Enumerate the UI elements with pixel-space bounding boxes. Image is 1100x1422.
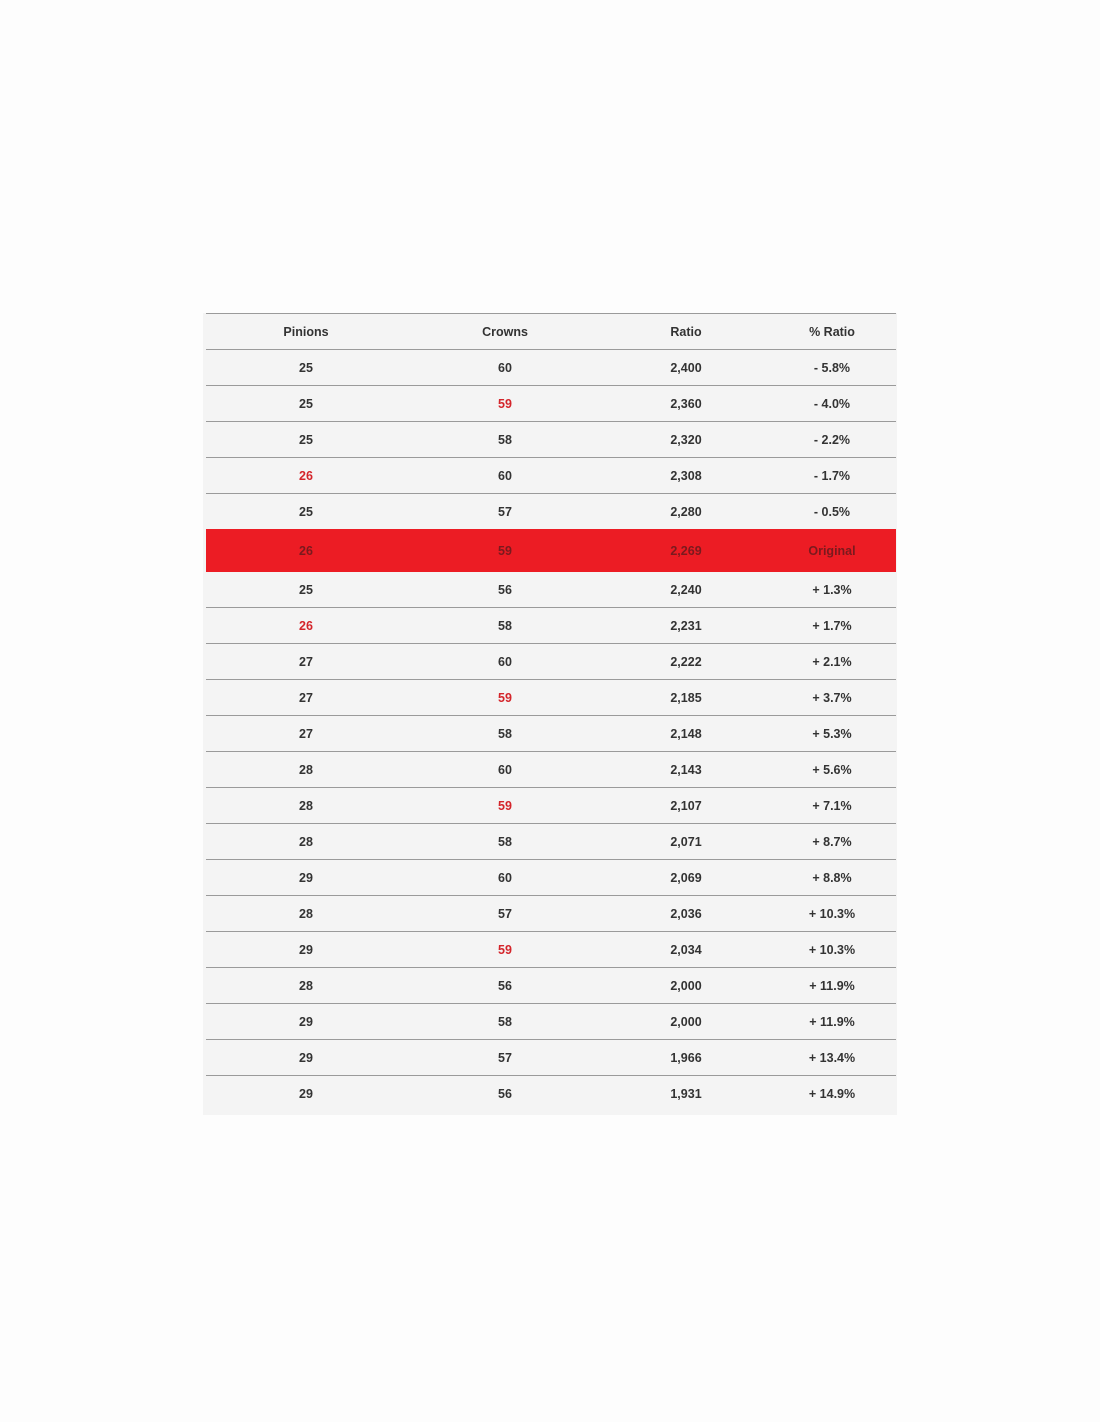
cell-pinions: 28	[206, 788, 406, 824]
cell-pct-ratio: + 2.1%	[768, 644, 896, 680]
cell-crowns: 56	[406, 968, 604, 1004]
cell-crowns: 59	[406, 788, 604, 824]
table-row	[206, 422, 896, 458]
table-row-original	[206, 530, 896, 573]
cell-crowns: 58	[406, 716, 604, 752]
cell-crowns: 60	[406, 350, 604, 386]
table-row	[206, 932, 896, 968]
cell-ratio: 2,269	[604, 530, 768, 573]
cell-ratio: 2,143	[604, 752, 768, 788]
cell-ratio: 2,185	[604, 680, 768, 716]
cell-pct-ratio: + 5.6%	[768, 752, 896, 788]
cell-crowns: 58	[406, 824, 604, 860]
cell-pinions: 25	[206, 386, 406, 422]
table-row	[206, 896, 896, 932]
table-row	[206, 752, 896, 788]
header-ratio: Ratio	[604, 314, 768, 350]
table-row	[206, 680, 896, 716]
table-row	[206, 824, 896, 860]
cell-pinions: 26	[206, 458, 406, 494]
cell-pct-ratio: - 1.7%	[768, 458, 896, 494]
cell-crowns: 59	[406, 680, 604, 716]
cell-pinions: 26	[206, 530, 406, 573]
table-row	[206, 788, 896, 824]
cell-pinions: 25	[206, 350, 406, 386]
table-row	[206, 494, 896, 530]
cell-pct-ratio: + 7.1%	[768, 788, 896, 824]
cell-pct-ratio: Original	[768, 530, 896, 573]
cell-pinions: 25	[206, 422, 406, 458]
cell-ratio: 2,107	[604, 788, 768, 824]
cell-ratio: 2,360	[604, 386, 768, 422]
cell-pinions: 28	[206, 896, 406, 932]
cell-crowns: 60	[406, 752, 604, 788]
header-pct-ratio: % Ratio	[768, 314, 896, 350]
cell-pinions: 29	[206, 860, 406, 896]
cell-pinions: 25	[206, 494, 406, 530]
header-crowns: Crowns	[406, 314, 604, 350]
cell-pct-ratio: - 5.8%	[768, 350, 896, 386]
cell-ratio: 2,308	[604, 458, 768, 494]
cell-pct-ratio: + 5.3%	[768, 716, 896, 752]
table-row	[206, 386, 896, 422]
table-header-row	[206, 314, 896, 350]
cell-ratio: 1,966	[604, 1040, 768, 1076]
cell-ratio: 2,034	[604, 932, 768, 968]
cell-pct-ratio: - 2.2%	[768, 422, 896, 458]
cell-pct-ratio: + 3.7%	[768, 680, 896, 716]
cell-pinions: 29	[206, 1004, 406, 1040]
cell-crowns: 58	[406, 608, 604, 644]
cell-crowns: 60	[406, 644, 604, 680]
cell-crowns: 60	[406, 860, 604, 896]
cell-crowns: 56	[498, 582, 512, 597]
table-row	[206, 608, 896, 644]
cell-ratio: 2,148	[604, 716, 768, 752]
cell-pct-ratio: + 10.3%	[768, 896, 896, 932]
cell-pct-ratio: - 0.5%	[768, 494, 896, 530]
cell-ratio: 2,071	[604, 824, 768, 860]
cell-pinions: 27	[206, 680, 406, 716]
cell-pct-ratio: + 10.3%	[768, 932, 896, 968]
table-row	[206, 1040, 896, 1076]
cell-pinions: 29	[206, 932, 406, 968]
cell-crowns: 59	[406, 386, 604, 422]
cell-pct-ratio: + 1.3%	[812, 582, 852, 597]
cell-crowns: 57	[406, 1040, 604, 1076]
table-row	[206, 1076, 896, 1112]
cell-ratio: 2,000	[604, 1004, 768, 1040]
table-row	[206, 644, 896, 680]
cell-ratio: 2,069	[604, 860, 768, 896]
cell-crowns: 57	[406, 896, 604, 932]
cell-pinions: 28	[206, 752, 406, 788]
cell-ratio: 2,320	[604, 422, 768, 458]
gear-ratio-table-container	[203, 313, 897, 1115]
cell-pct-ratio: + 14.9%	[768, 1076, 896, 1112]
cell-ratio: 2,280	[604, 494, 768, 530]
cell-ratio: 1,931	[604, 1076, 768, 1112]
table-row	[206, 572, 896, 608]
cell-pct-ratio: + 8.7%	[768, 824, 896, 860]
cell-ratio: 2,231	[604, 608, 768, 644]
table-row	[206, 1004, 896, 1040]
gear-ratio-table	[206, 313, 896, 1111]
table-row	[206, 968, 896, 1004]
cell-pinions: 25	[299, 582, 313, 597]
table-row	[206, 458, 896, 494]
cell-pct-ratio: + 11.9%	[768, 1004, 896, 1040]
cell-pinions: 27	[206, 644, 406, 680]
cell-ratio: 2,240	[670, 582, 702, 597]
cell-pinions: 29	[206, 1076, 406, 1112]
cell-pinions: 27	[206, 716, 406, 752]
cell-pct-ratio: + 1.7%	[768, 608, 896, 644]
cell-crowns: 60	[406, 458, 604, 494]
cell-ratio: 2,400	[604, 350, 768, 386]
cell-crowns: 57	[406, 494, 604, 530]
header-pinions: Pinions	[206, 314, 406, 350]
table-row	[206, 350, 896, 386]
table-row	[206, 716, 896, 752]
cell-ratio: 2,036	[604, 896, 768, 932]
cell-crowns: 59	[406, 530, 604, 573]
cell-pct-ratio: - 4.0%	[768, 386, 896, 422]
cell-crowns: 58	[406, 1004, 604, 1040]
cell-crowns: 59	[406, 932, 604, 968]
cell-pct-ratio: + 13.4%	[768, 1040, 896, 1076]
cell-ratio: 2,000	[604, 968, 768, 1004]
table-row	[206, 860, 896, 896]
cell-pct-ratio: + 8.8%	[768, 860, 896, 896]
cell-pinions: 29	[206, 1040, 406, 1076]
cell-pinions: 26	[206, 608, 406, 644]
cell-pct-ratio: + 11.9%	[768, 968, 896, 1004]
cell-crowns: 56	[406, 1076, 604, 1112]
cell-ratio: 2,222	[604, 644, 768, 680]
cell-crowns: 58	[406, 422, 604, 458]
cell-pinions: 28	[206, 968, 406, 1004]
cell-pinions: 28	[206, 824, 406, 860]
